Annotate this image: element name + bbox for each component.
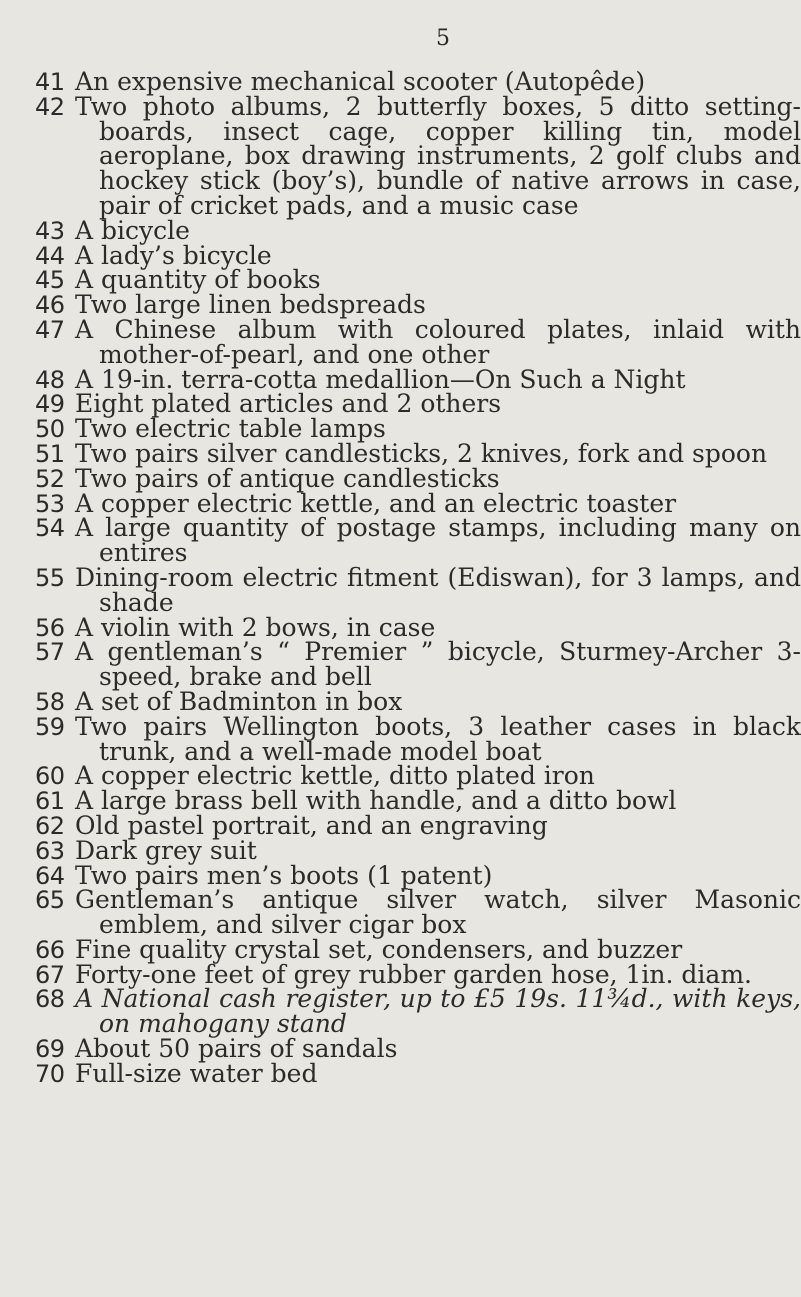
lot-description: A 19-in. terra-cotta medallion—On Such a Night — [75, 364, 686, 394]
lot-number: 47 — [35, 315, 65, 344]
lot-number: 50 — [35, 415, 65, 444]
lot-number: 49 — [35, 390, 65, 419]
lot-description: Forty-one feet of grey rubber garden hose, 1in. diam. — [75, 959, 752, 989]
lot-number: 62 — [35, 811, 65, 840]
lot-number: 63 — [35, 836, 65, 865]
lot-number: 68 — [35, 985, 65, 1014]
lot-entry — [0, 215, 801, 245]
lot-description: Two pairs of antique candlesticks — [75, 463, 500, 493]
lot-description: A Chinese album with coloured plates, inlaid with mother-of-pearl, and one other — [75, 314, 801, 369]
lot-number: 67 — [35, 960, 65, 989]
lot-entry — [0, 91, 801, 220]
lot-number: 65 — [35, 886, 65, 915]
lot-entry — [0, 562, 801, 617]
lot-number: 60 — [35, 762, 65, 791]
lot-description: Two pairs silver candlesticks, 2 knives, fork and spoon — [75, 438, 768, 468]
lot-entry — [0, 513, 801, 568]
lot-description: Dining-room electric fitment (Ediswan), for 3 lamps, and shade — [75, 562, 801, 617]
lot-description: A copper electric kettle, and an electric toaster — [75, 488, 677, 518]
lot-number: 55 — [35, 563, 65, 592]
lot-description: Two pairs Wellington boots, 3 leather cases in black trunk, and a well-made model boat — [75, 711, 801, 766]
lot-number: 53 — [35, 489, 65, 518]
lot-number: 45 — [35, 266, 65, 295]
lot-number: 43 — [35, 216, 65, 245]
lot-description: A bicycle — [75, 215, 190, 245]
lot-entry — [0, 810, 801, 840]
lot-number: 59 — [35, 712, 65, 741]
lot-number: 51 — [35, 439, 65, 468]
lot-description: About 50 pairs of sandals — [75, 1034, 398, 1064]
lot-number: 42 — [35, 92, 65, 121]
lot-description: A large brass bell with handle, and a ditto bowl — [75, 786, 677, 816]
lot-number: 56 — [35, 613, 65, 642]
lot-entry — [0, 934, 801, 964]
lot-description: A lady’s bicycle — [75, 240, 272, 270]
lot-description: Old pastel portrait, and an engraving — [75, 810, 548, 840]
lot-entry — [0, 1058, 801, 1088]
lot-description: Full-size water bed — [75, 1058, 318, 1088]
lot-entry — [0, 835, 801, 865]
lot-description: A large quantity of postage stamps, including many on entires — [75, 513, 801, 568]
lot-entry — [0, 314, 801, 369]
lot-number: 46 — [35, 291, 65, 320]
lot-description: An expensive mechanical scooter (Autopêde) — [75, 67, 646, 96]
lot-number: 44 — [35, 241, 65, 270]
lot-description: Fine quality crystal set, condensers, and buzzer — [75, 934, 683, 964]
lot-description: Two electric table lamps — [75, 414, 386, 444]
lot-number: 57 — [35, 638, 65, 667]
lot-description: A set of Badminton in box — [75, 686, 403, 716]
lot-number: 48 — [35, 365, 65, 394]
lot-description: Eight plated articles and 2 others — [75, 389, 502, 419]
lot-description: A National cash register, up to £5 19s. 11¾d., with keys, on mahogany stand — [75, 984, 801, 1039]
lot-description: Two photo albums, 2 butterfly boxes, 5 ditto setting-boards, insect cage, copper killing tin, model aeroplane, box drawing instruments, 2 golf clubs and hockey stick (boy’s), bundle of native arrows in case, pair of cricket pads, and a music case — [75, 91, 801, 220]
lot-entry — [0, 711, 801, 766]
lot-description: Gentleman’s antique silver watch, silver Masonic emblem, and silver cigar box — [75, 885, 801, 940]
lot-number: 61 — [35, 787, 65, 816]
lot-description: A quantity of books — [75, 265, 321, 295]
lot-number: 52 — [35, 464, 65, 493]
lot-number: 70 — [35, 1059, 65, 1088]
lot-entry — [0, 885, 801, 940]
lot-description: Two large linen bedspreads — [75, 290, 426, 320]
lot-number: 69 — [35, 1035, 65, 1064]
page-number: 5 — [436, 26, 450, 51]
lot-number: 54 — [35, 514, 65, 543]
lot-description: Dark grey suit — [75, 835, 257, 865]
lot-number: 64 — [35, 861, 65, 890]
lot-number: 66 — [35, 935, 65, 964]
lot-entry — [0, 463, 801, 493]
lot-number: 41 — [35, 68, 65, 96]
lot-number: 58 — [35, 687, 65, 716]
lot-description: A copper electric kettle, ditto plated iron — [75, 761, 595, 791]
lot-description: Two pairs men’s boots (1 patent) — [75, 860, 493, 890]
lot-entry — [0, 686, 801, 716]
lot-entry — [0, 984, 801, 1039]
lot-entry — [0, 637, 801, 692]
lot-list — [0, 67, 801, 1088]
lot-description: A violin with 2 bows, in case — [75, 612, 436, 642]
lot-description: A gentleman’s “ Premier ” bicycle, Sturmey-Archer 3-speed, brake and bell — [75, 637, 801, 692]
